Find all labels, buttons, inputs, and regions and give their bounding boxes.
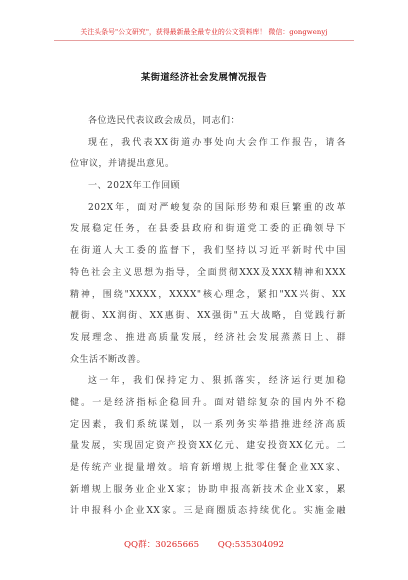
- body-line: 发展稳定任务，在县委县政府和街道党工委的正确领导下: [70, 224, 346, 235]
- footer-contact: [0, 538, 408, 550]
- body-line: 新增规上服务业企业X家；协助申报高新技术企业X家，累: [70, 484, 346, 495]
- body-line: 在街道人大工委的监督下，我们坚持以习近平新时代中国: [70, 246, 346, 257]
- body-line: 特色社会主义思想为指导，全面贯彻XXX及XXX精神和XXX: [70, 267, 346, 278]
- document-title: 某街道经济社会发展情况报告: [140, 72, 268, 83]
- footer-qq-number: QQ:535304092: [217, 540, 284, 550]
- body-line: 靓街、XX润街、XX惠街、XX强街"五大战略，自觉践行新: [70, 311, 346, 322]
- body-line: 202X年，面对严峻复杂的国际形势和艰巨繁重的改革: [88, 202, 346, 213]
- body-line: 各位选民代表议政会成员，同志们：: [88, 116, 241, 126]
- body-line: 位审议，并请提出意见。: [70, 159, 175, 170]
- footer-qq-group: QQ群：30265665: [124, 540, 200, 550]
- body-line: 定因素，我们系统谋划，以一系列务实举措推进经济高质: [70, 419, 346, 430]
- body-line: 计申报科小企业XX家。三是商圈质态持续优化。实施金融: [70, 506, 346, 517]
- body-line: 精神，围绕"XXXX，XXXX"核心理念，紧扣"XX兴街、XX: [70, 289, 346, 300]
- body-line: 现在，我代表XX街道办事处向大会作工作报告，请各: [88, 137, 346, 148]
- body-line: 众生活不断改善。: [70, 354, 147, 365]
- header-divider: [54, 40, 354, 41]
- header-promo-note: 关注头条号"公文研究"，获得最新最全最专业的公文资料库！ 微信：gongwenyj: [80, 28, 328, 36]
- document-body: [70, 111, 346, 523]
- body-line: 这一年，我们保持定力、狠抓落实，经济运行更加稳: [88, 376, 346, 387]
- body-line: 发展理念、推进高质量发展，经济社会发展蒸蒸日上、群: [70, 332, 346, 343]
- body-line: 健。一是经济指标企稳回升。面对错综复杂的国内外不稳: [70, 397, 346, 408]
- body-line: 一、202X年工作回顾: [88, 181, 181, 192]
- body-line: 是传统产业提量增效。培育新增规上批零住餐企业XX家、: [70, 463, 346, 473]
- body-line: 量发展，实现固定资产投资XX亿元、建安投资XX亿元。二: [70, 441, 346, 452]
